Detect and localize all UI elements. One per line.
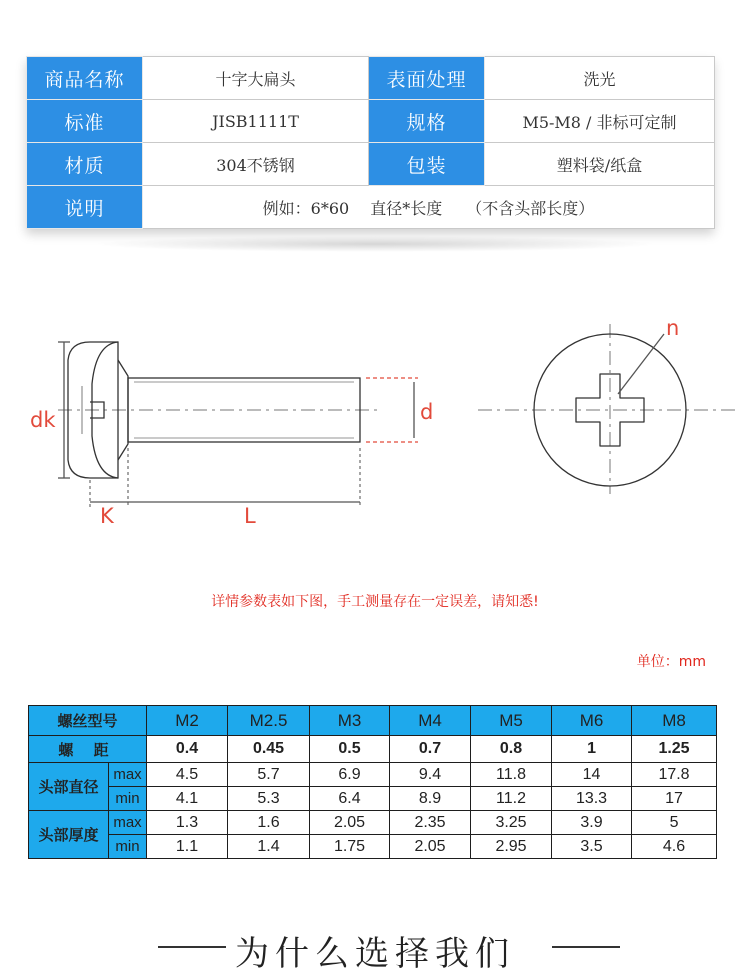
- pitch-cell: 0.5: [310, 736, 390, 763]
- table-cell: 2.35: [390, 811, 471, 835]
- min-label: min: [109, 787, 147, 811]
- table-cell: 3.25: [471, 811, 552, 835]
- dim-k-label: K: [100, 504, 114, 528]
- unit-label: 单位：mm: [636, 654, 706, 670]
- table-cell: 17.8: [632, 763, 717, 787]
- head-dia-max-row: [29, 763, 717, 787]
- size-cell: M2: [147, 706, 228, 736]
- spec-table-card: [26, 56, 714, 228]
- spec-row-standard: [27, 100, 715, 143]
- min-label: min: [109, 835, 147, 859]
- table-cell: 14: [552, 763, 632, 787]
- spec-label: 说明: [27, 186, 143, 229]
- size-header-label: 螺丝型号: [29, 706, 147, 736]
- spec-table: [26, 56, 715, 229]
- dim-d-label: d: [420, 400, 434, 424]
- spec-value: 洗光: [485, 57, 715, 100]
- table-cell: 4.5: [147, 763, 228, 787]
- spec-value: 304不锈钢: [143, 143, 369, 186]
- head-thk-max-row: [29, 811, 717, 835]
- table-cell: 2.95: [471, 835, 552, 859]
- table-cell: 1.3: [147, 811, 228, 835]
- table-cell: 1.75: [310, 835, 390, 859]
- spec-row-material: [27, 143, 715, 186]
- pitch-cell: 1.25: [632, 736, 717, 763]
- screw-drawing: [0, 290, 750, 540]
- pitch-cell: 0.7: [390, 736, 471, 763]
- pitch-cell: 1: [552, 736, 632, 763]
- table-cell: 1.6: [228, 811, 310, 835]
- screw-diagram: [0, 290, 750, 540]
- size-cell: M5: [471, 706, 552, 736]
- pitch-label: 螺 距: [29, 736, 147, 763]
- dim-l-label: L: [244, 504, 256, 528]
- spec-label: 标准: [27, 100, 143, 143]
- why-choose-us-heading: 为什么选择我们: [235, 934, 515, 974]
- head-dia-min-row: [29, 787, 717, 811]
- screw-shank: [128, 378, 360, 442]
- table-cell: 4.6: [632, 835, 717, 859]
- size-cell: M4: [390, 706, 471, 736]
- max-label: max: [109, 763, 147, 787]
- size-cell: M2.5: [228, 706, 310, 736]
- table-cell: 8.9: [390, 787, 471, 811]
- pitch-cell: 0.4: [147, 736, 228, 763]
- table-cell: 4.1: [147, 787, 228, 811]
- spec-value: M5-M8 / 非标可定制: [485, 100, 715, 143]
- table-cell: 2.05: [310, 811, 390, 835]
- spec-label: 表面处理: [369, 57, 485, 100]
- pitch-cell: 0.45: [228, 736, 310, 763]
- size-header-row: [29, 706, 717, 736]
- table-cell: 2.05: [390, 835, 471, 859]
- spec-label: 包装: [369, 143, 485, 186]
- size-cell: M6: [552, 706, 632, 736]
- dim-n-label: n: [666, 316, 680, 340]
- size-cell: M3: [310, 706, 390, 736]
- head-dia-label: 头部直径: [29, 763, 109, 811]
- table-cell: 6.4: [310, 787, 390, 811]
- head-thk-label: 头部厚度: [29, 811, 109, 859]
- size-table: [28, 705, 717, 859]
- table-cell: 3.5: [552, 835, 632, 859]
- table-cell: 5: [632, 811, 717, 835]
- table-cell: 9.4: [390, 763, 471, 787]
- pitch-cell: 0.8: [471, 736, 552, 763]
- head-thk-min-row: [29, 835, 717, 859]
- spec-value: 例如：6*60 直径*长度 （不含头部长度）: [143, 186, 715, 229]
- table-cell: 13.3: [552, 787, 632, 811]
- spec-label: 商品名称: [27, 57, 143, 100]
- pitch-row: [29, 736, 717, 763]
- table-cell: 5.3: [228, 787, 310, 811]
- table-cell: 6.9: [310, 763, 390, 787]
- spec-label: 材质: [27, 143, 143, 186]
- table-shadow: [90, 236, 660, 252]
- size-cell: M8: [632, 706, 717, 736]
- max-label: max: [109, 811, 147, 835]
- table-cell: 11.8: [471, 763, 552, 787]
- table-cell: 5.7: [228, 763, 310, 787]
- table-cell: 11.2: [471, 787, 552, 811]
- spec-label: 规格: [369, 100, 485, 143]
- table-cell: 1.1: [147, 835, 228, 859]
- spec-row-description: [27, 186, 715, 229]
- spec-value: 十字大扁头: [143, 57, 369, 100]
- measurement-note: 详情参数表如下图，手工测量存在一定误差，请知悉!: [211, 594, 539, 610]
- table-cell: 3.9: [552, 811, 632, 835]
- spec-value: 塑料袋/纸盒: [485, 143, 715, 186]
- table-cell: 1.4: [228, 835, 310, 859]
- dim-dk-label: dk: [30, 408, 56, 432]
- spec-row-name: [27, 57, 715, 100]
- table-cell: 17: [632, 787, 717, 811]
- spec-value: JISB1111T: [143, 100, 369, 143]
